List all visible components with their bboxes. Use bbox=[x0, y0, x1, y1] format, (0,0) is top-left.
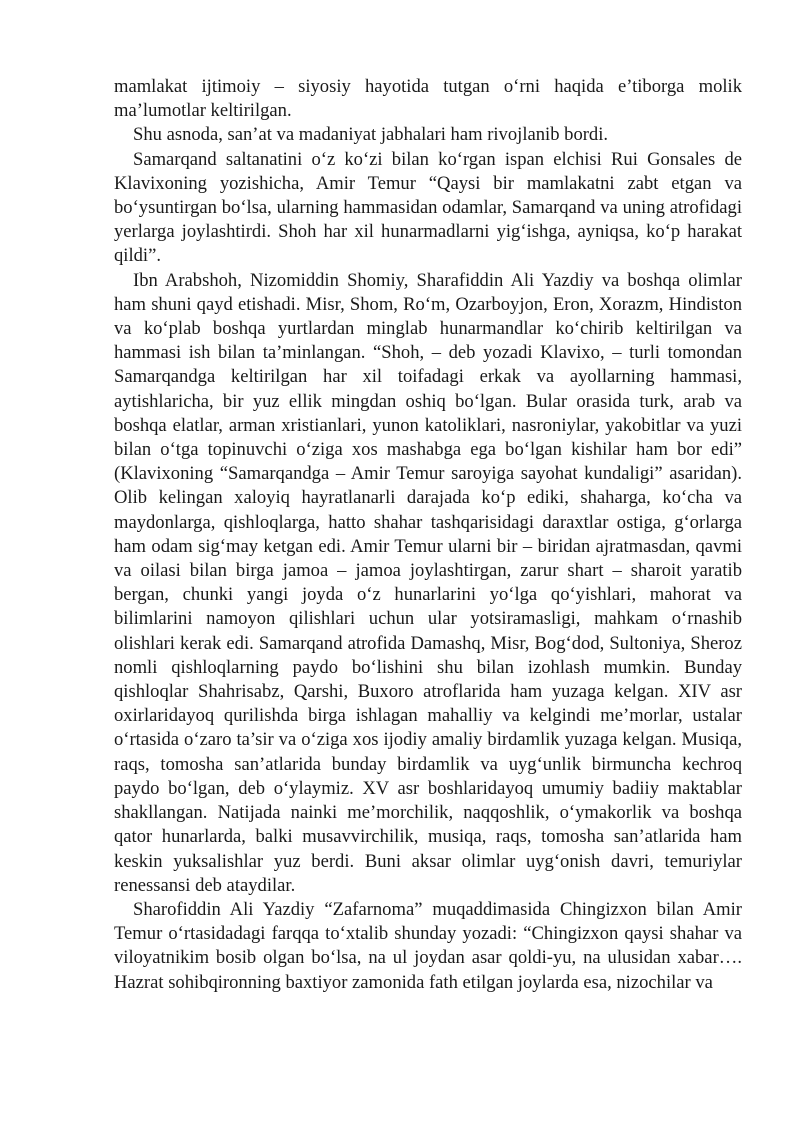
paragraph: Samarqand saltanatini o‘z ko‘zi bilan ko‘rgan ispan elchisi Rui Gonsales de Klavixoning yozishicha, Amir Temur “Qaysi bir mamlakatni zabt etgan va bo‘ysuntirgan bo‘lsa, ularning hammasidan odamlar, Samarqand va uning atrofidagi yerlarga joylashtirdi. Shoh har xil hunarmadlarni yig‘ishga, ayniqsa, ko‘p harakat qildi”. bbox=[114, 148, 742, 267]
paragraph: Ibn Arabshoh, Nizomiddin Shomiy, Sharafiddin Ali Yazdiy va boshqa olimlar ham shuni qayd etishadi. Misr, Shom, Ro‘m, Ozarboyjon, Eron, Xorazm, Hindiston va ko‘plab boshqa yurtlardan minglab hunarmandlar ko‘chirib keltirilgan va hammasi ish bilan ta’minlangan. “Shoh, – deb yozadi Klavixo, – turli tomondan Samarqandga keltirilgan har xil toifadagi erkak va ayollarning hammasi, aytishlaricha, bir yuz ellik mingdan oshiq bo‘lgan. Bular orasida turk, arab va boshqa elatlar, arman xristianlari, yunon katoliklari, nasroniylar, yakobitlar va yuzi bilan o‘tga topinuvchi o‘ziga xos mashabga ega bo‘lgan kishilar ham bor edi” (Klavixoning “Samarqandga – Amir Temur saroyiga sayohat kundaligi” asaridan). Olib kelingan xaloyiq hayratlanarli darajada ko‘p ediki, shaharga, ko‘cha va maydonlarga, qishloqlarga, hatto shahar tashqarisidagi daraxtlar ostiga, g‘orlarga ham odam sig‘may ketgan edi. Amir Temur ularni bir – biridan ajratmasdan, qavmi va oilasi bilan birga jamoa – jamoa joylashtirgan, zarur shart – sharoit yaratib bergan, chunki yangi joyda o‘z hunarlarini yo‘lga qo‘yishlari, mahorat va bilimlarini namoyon qilishlari uchun ular yotsiramasligi, mahkam o‘rnashib olishlari kerak edi. Samarqand atrofida Damashq, Misr, Bog‘dod, Sultoniya, Sheroz nomli qishloqlarning paydo bo‘lishini shu bilan izohlash mumkin. Bunday qishloqlar Shahrisabz, Qarshi, Buxoro atroflarida ham yuzaga kelgan. XIV asr oxirlaridayoq qurilishda birga ishlagan mahalliy va kelgindi me’morlar, ustalar o‘rtasida o‘zaro ta’sir va o‘ziga xos ijodiy amaliy birdamlik yuzaga kelgan. Musiqa, raqs, tomosha san’atlarida bunday birdamlik va uyg‘unlik birmuncha kechroq paydo bo‘lgan, deb o‘ylaymiz. XV asr boshlaridayoq umumiy badiiy maktablar shakllangan. Natijada nainki me’morchilik, naqqoshlik, o‘ymakorlik va boshqa qator hunarlarda, balki musavvirchilik, musiqa, raqs, tomosha san’atlarida ham keskin yuksalishlar yuz berdi. Buni aksar olimlar uyg‘onish davri, temuriylar renessansi deb ataydilar. bbox=[114, 269, 742, 896]
paragraph-continuation: mamlakat ijtimoiy – siyosiy hayotida tutgan o‘rni haqida e’tiborga molik ma’lumotlar keltirilgan. bbox=[114, 76, 742, 122]
paragraph: Sharofiddin Ali Yazdiy “Zafarnoma” muqaddimasida Chingizxon bilan Amir Temur o‘rtasidadagi farqqa to‘xtalib shunday yozadi: “Chingizxon qaysi shahar va viloyatnikim bosib olgan bo‘lsa, na ul joydan asar qoldi-yu, na ulusidan xabar…. Hazrat sohibqironning baxtiyor zamonida fath etilgan joylarda esa, nizochilar va bbox=[114, 898, 742, 993]
document-page bbox=[114, 75, 742, 995]
paragraph: Shu asnoda, san’at va madaniyat jabhalari ham rivojlanib bordi. bbox=[133, 124, 609, 146]
